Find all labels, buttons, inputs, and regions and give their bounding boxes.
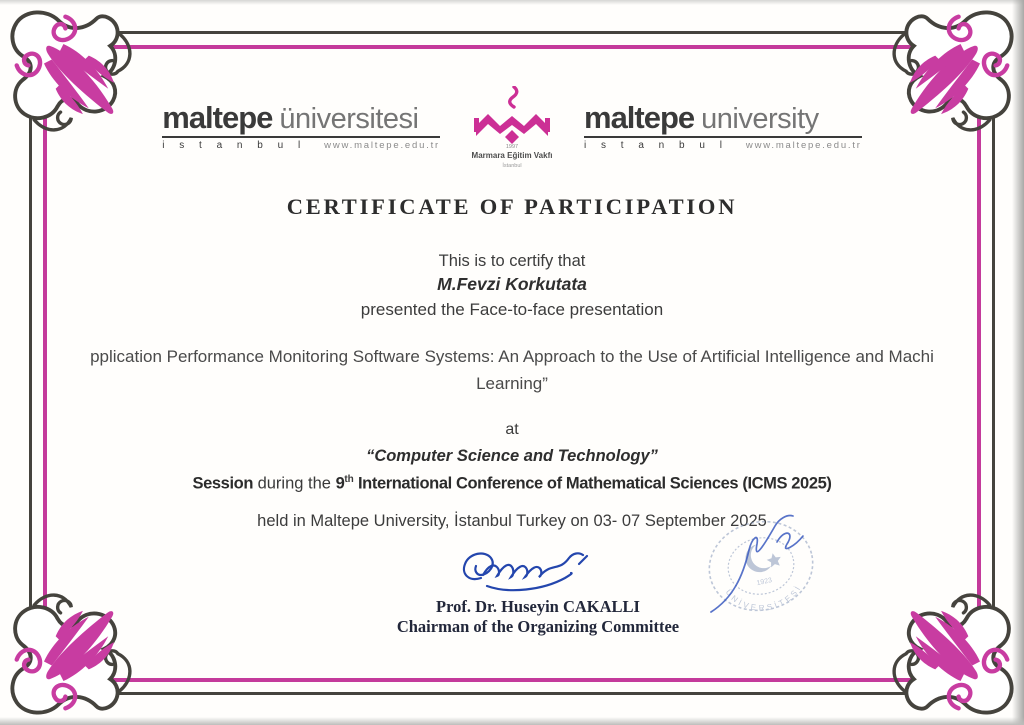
logo-brand-text: maltepe (162, 100, 273, 135)
certify-line: This is to certify that (438, 252, 586, 270)
marmara-foundation-emblem-icon (456, 86, 568, 170)
conference-ordinal: th (344, 474, 354, 485)
logo-url-text: www.maltepe.edu.tr (745, 140, 862, 151)
logo-word-text: university (701, 103, 819, 135)
logo-city-text: i s t a n b u l (584, 140, 728, 151)
signatory-role: Chairman of the Organizing Committee (396, 617, 680, 636)
session-prefix: Session (192, 474, 253, 493)
logo-wordmark (584, 102, 862, 134)
header-logos (0, 92, 1024, 170)
round-seal-icon (693, 500, 843, 632)
venue-line: held in Maltepe University, İstanbul Turkey on 03- 07 September 2025 (257, 512, 767, 530)
scan-edge-top (0, 0, 1024, 5)
stamp-arc-text: ÜNİVERSİTESİ (723, 582, 804, 613)
at-word: at (505, 421, 519, 438)
emblem-org-name: Marmara Eğitim Vakfı (471, 151, 553, 160)
session-name: “Computer Science and Technology” (366, 447, 658, 465)
logo-maltepe-university (584, 92, 862, 151)
conference-line (0, 474, 1024, 494)
m-zigzag-motif-icon (474, 114, 550, 144)
paper-title-line2: Learning” (476, 374, 548, 393)
official-stamp (693, 500, 843, 637)
signatory-name: Prof. Dr. Huseyin CAKALLI (436, 597, 640, 616)
conference-number: 9 (335, 474, 345, 493)
emblem-city: İstanbul (502, 163, 522, 169)
logo-city-text: i s t a n b u l (162, 140, 307, 151)
logo-brand-text: maltepe (584, 100, 695, 135)
logo-wordmark (162, 102, 440, 134)
star-icon (766, 552, 783, 568)
paper-title-line1: pplication Performance Monitoring Software Systems: An Approach to the Use of Artificial Intelligence and Machi (90, 347, 934, 366)
emblem-year: 1997 (505, 144, 519, 150)
recipient-name: M.Fevzi Korkutata (437, 274, 587, 294)
flame-icon (510, 87, 517, 107)
signature-ink-icon (453, 544, 623, 596)
logo-word-text: üniversitesi (279, 103, 419, 135)
certificate-title: CERTIFICATE OF PARTICIPATION (286, 194, 738, 219)
session-middle: during the (253, 474, 336, 493)
logo-subline (584, 136, 862, 151)
presented-line: presented the Face-to-face presentation (360, 300, 664, 319)
stamp-year: 1923 (756, 577, 773, 588)
logo-url-text: www.maltepe.edu.tr (324, 140, 440, 151)
scan-edge-bottom (0, 717, 1024, 725)
logo-maltepe-universitesi (162, 92, 440, 151)
logo-subline (162, 136, 440, 151)
signature-block (26, 544, 1024, 601)
conference-name: International Conference of Mathematical Sciences (ICMS 2025) (353, 474, 832, 493)
